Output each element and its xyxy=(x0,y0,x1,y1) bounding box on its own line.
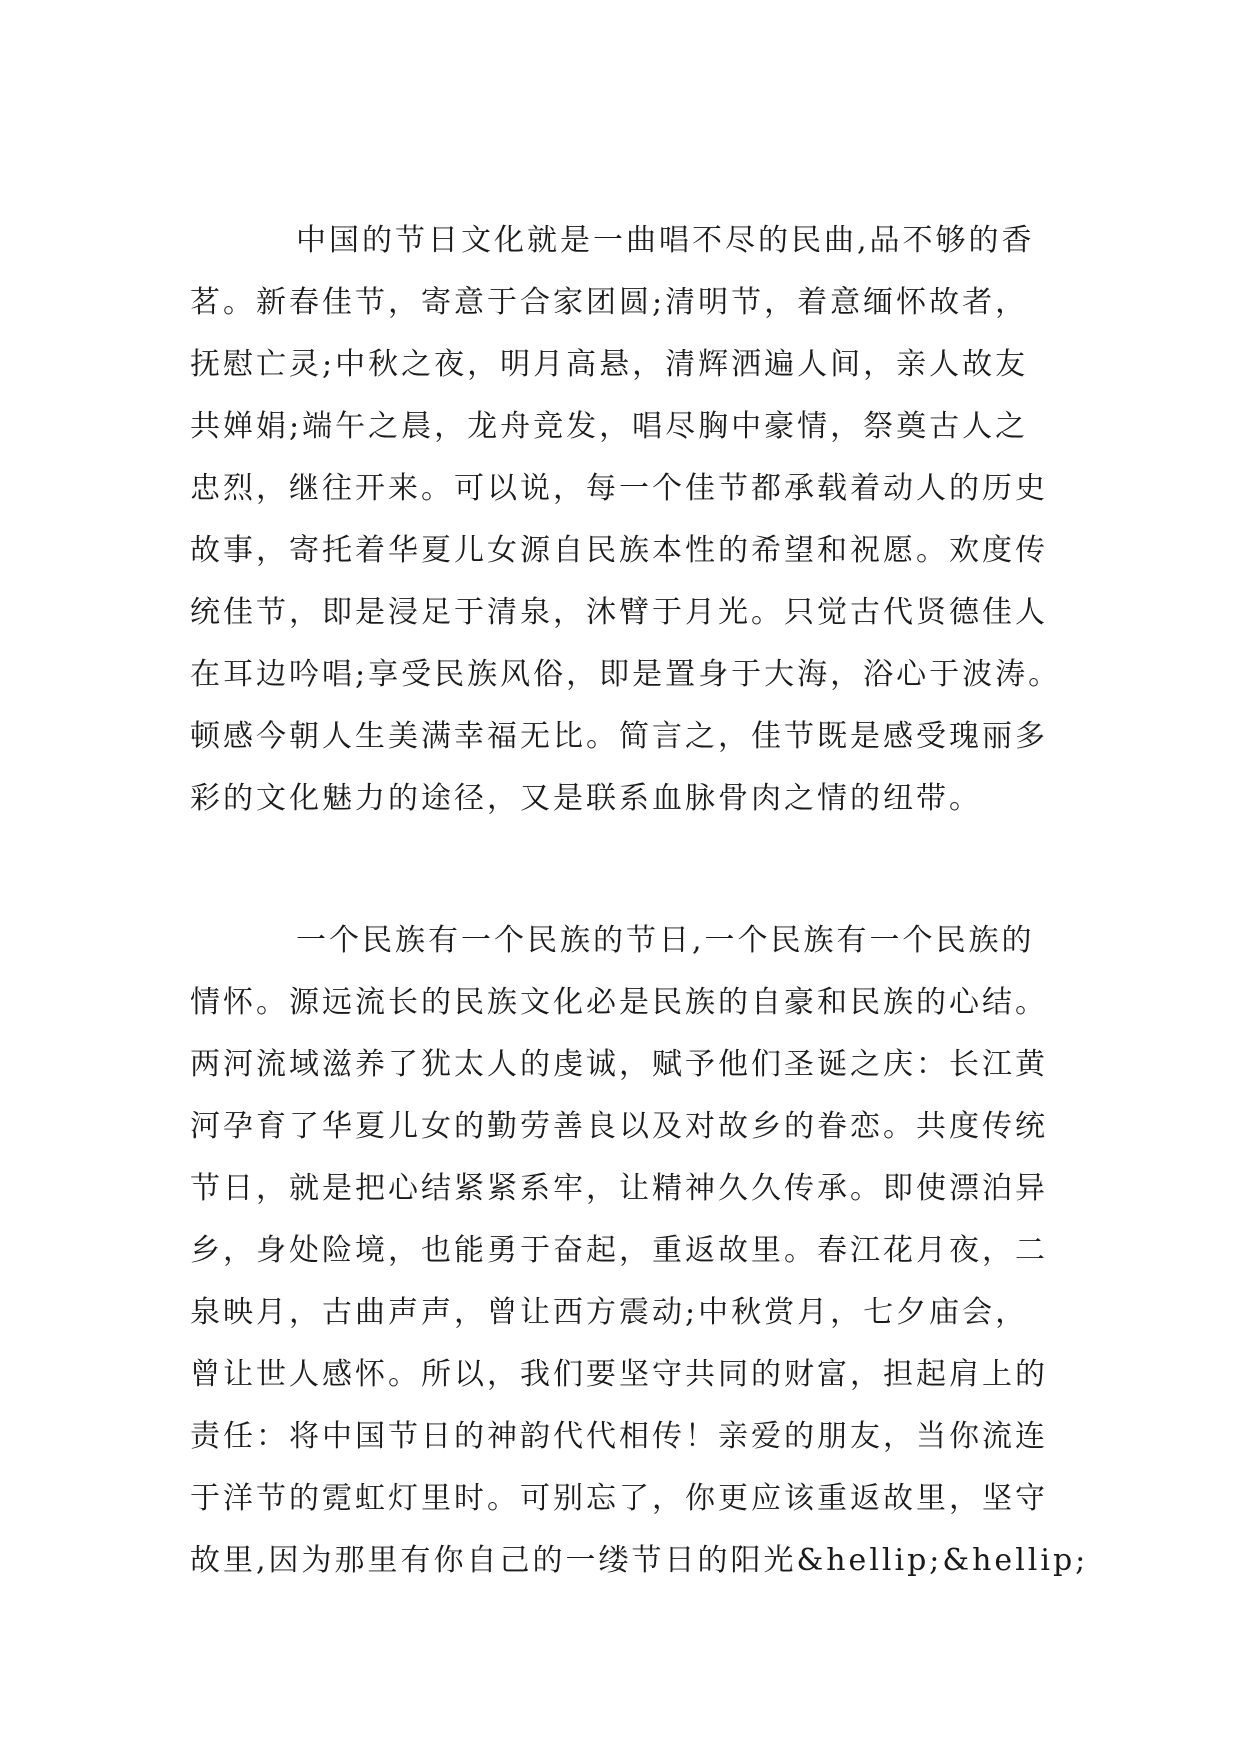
paragraph-line: 中国的节日文化就是一曲唱不尽的民曲,品不够的香 xyxy=(296,223,1035,258)
paragraph-line: 泉映月，古曲声声，曾让西方震动;中秋赏月，七夕庙会， xyxy=(190,1295,1029,1330)
paragraph-line: 彩的文化魅力的途径，又是联系血脉骨肉之情的纽带。 xyxy=(190,781,982,816)
paragraph-line: 顿感今朝人生美满幸福无比。简言之，佳节既是感受瑰丽多 xyxy=(190,719,1048,754)
paragraph-line: 于洋节的霓虹灯里时。可别忘了，你更应该重返故里，坚守 xyxy=(190,1481,1048,1516)
paragraph-festival-culture xyxy=(190,210,1090,830)
paragraph-line: 故事，寄托着华夏儿女源自民族本性的希望和祝愿。欢度传 xyxy=(190,533,1048,568)
paragraph-line: 抚慰亡灵;中秋之夜，明月高悬，清辉洒遍人间，亲人故友 xyxy=(190,347,1029,382)
paragraph-line: 两河流域滋养了犹太人的虔诚，赋予他们圣诞之庆：长江黄 xyxy=(190,1047,1048,1082)
paragraph-line: 忠烈，继往开来。可以说，每一个佳节都承载着动人的历史 xyxy=(190,471,1048,506)
paragraph-line: 责任：将中国节日的神韵代代相传！亲爱的朋友，当你流连 xyxy=(190,1419,1048,1454)
paragraph-line: 在耳边吟唱;享受民族风俗，即是置身于大海，浴心于波涛。 xyxy=(190,657,1062,692)
paragraph-line: 节日，就是把心结紧紧系牢，让精神久久传承。即使漂泊异 xyxy=(190,1171,1048,1206)
paragraph-line: 统佳节，即是浸足于清泉，沐臂于月光。只觉古代贤德佳人 xyxy=(190,595,1048,630)
paragraph-line: 河孕育了华夏儿女的勤劳善良以及对故乡的眷恋。共度传统 xyxy=(190,1109,1048,1144)
paragraph-line: 共婵娟;端午之晨，龙舟竞发，唱尽胸中豪情，祭奠古人之 xyxy=(190,409,1029,444)
paragraph-line: 乡，身处险境，也能勇于奋起，重返故里。春江花月夜，二 xyxy=(190,1233,1048,1268)
paragraph-line: 曾让世人感怀。所以，我们要坚守共同的财富，担起肩上的 xyxy=(190,1357,1048,1392)
paragraph-line: 一个民族有一个民族的节日,一个民族有一个民族的 xyxy=(296,923,1035,958)
paragraph-line: 情怀。源远流长的民族文化必是民族的自豪和民族的心结。 xyxy=(190,985,1048,1020)
paragraph-national-feeling xyxy=(190,910,1090,1592)
paragraph-line: 茗。新春佳节，寄意于合家团圆;清明节，着意缅怀故者， xyxy=(190,285,1029,320)
paragraph-line: 故里,因为那里有你自己的一缕节日的阳光&hellip;&hellip; xyxy=(190,1543,1089,1578)
